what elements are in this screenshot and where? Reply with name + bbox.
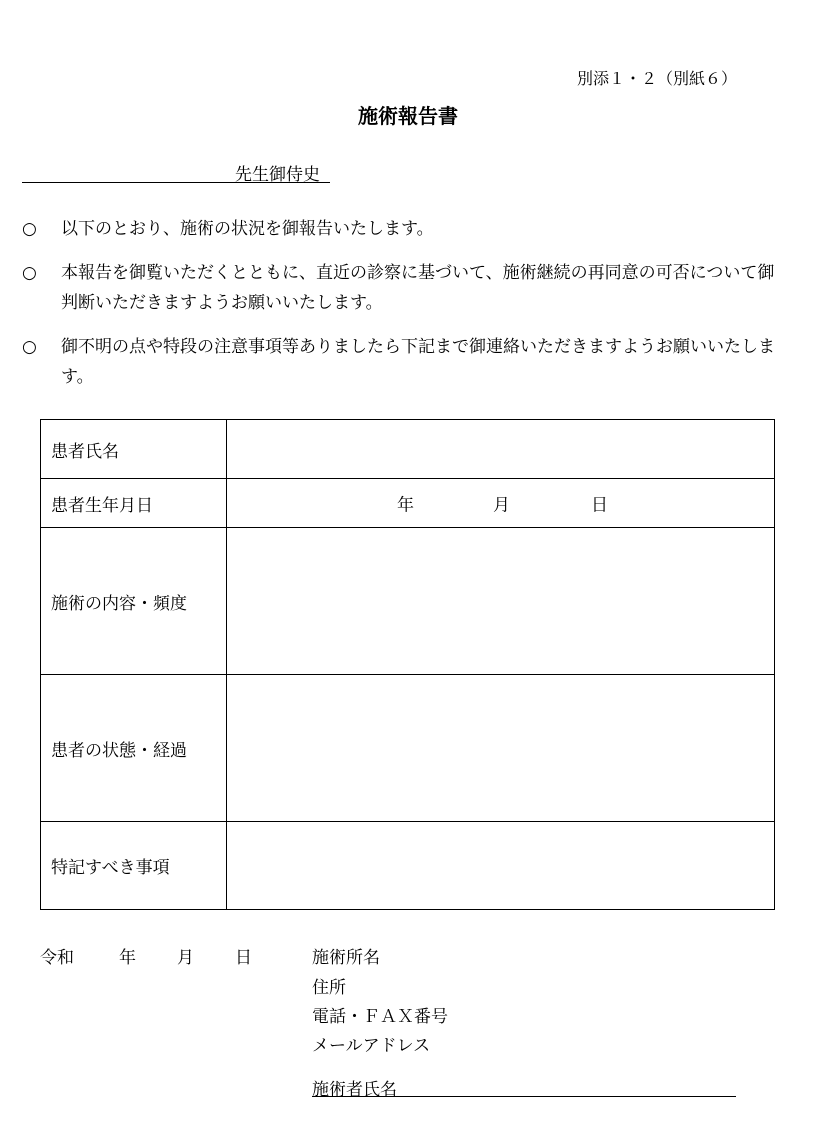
notes-label: 特記すべき事項 bbox=[41, 822, 227, 910]
table-row bbox=[41, 675, 775, 822]
era-label: 令和 bbox=[40, 948, 74, 968]
patient-birthdate-field[interactable] bbox=[227, 479, 775, 528]
email-label: メールアドレス bbox=[312, 1036, 431, 1056]
signature-line bbox=[312, 1096, 736, 1097]
patient-name-label: 患者氏名 bbox=[41, 420, 227, 479]
document-title: 施術報告書 bbox=[358, 104, 458, 128]
condition-label: 患者の状態・経過 bbox=[41, 675, 227, 822]
table-row bbox=[41, 528, 775, 675]
practitioner-name-label: 施術者氏名 bbox=[312, 1080, 397, 1100]
paragraph-3-text: 御不明の点や特段の注意事項等ありましたら下記まで御連絡いただきますようお願いいたします。 bbox=[61, 337, 775, 387]
year-unit: 年 bbox=[397, 495, 414, 516]
patient-name-field[interactable] bbox=[227, 420, 775, 479]
footer-month-label: 月 bbox=[177, 948, 194, 968]
phone-fax-label: 電話・ＦＡＸ番号 bbox=[312, 1007, 448, 1027]
table-row bbox=[41, 822, 775, 910]
circle-bullet-icon: ○ bbox=[22, 263, 37, 283]
treatment-label: 施術の内容・頻度 bbox=[41, 528, 227, 675]
table-row bbox=[41, 420, 775, 479]
report-table bbox=[40, 419, 775, 910]
circle-bullet-icon: ○ bbox=[22, 337, 37, 357]
condition-field[interactable] bbox=[227, 675, 775, 822]
paragraph-2-text: 本報告を御覧いただくとともに、直近の診察に基づいて、施術継続の再同意の可否について御判断いただきますようお願いいたします。 bbox=[61, 263, 775, 313]
paragraph-2 bbox=[22, 258, 782, 318]
day-unit: 日 bbox=[591, 495, 608, 516]
paragraph-1-text: 以下のとおり、施術の状況を御報告いたします。 bbox=[61, 219, 434, 239]
footer-day-label: 日 bbox=[235, 948, 252, 968]
treatment-field[interactable] bbox=[227, 528, 775, 675]
table-row bbox=[41, 479, 775, 528]
notes-field[interactable] bbox=[227, 822, 775, 910]
address-label: 住所 bbox=[312, 978, 346, 998]
footer-year-label: 年 bbox=[119, 948, 136, 968]
paragraph-1 bbox=[22, 214, 782, 244]
month-unit: 月 bbox=[493, 495, 510, 516]
addressee: 先生御侍史 bbox=[235, 165, 320, 185]
attachment-label: 別添１・２（別紙６） bbox=[577, 69, 738, 88]
circle-bullet-icon: ○ bbox=[22, 219, 37, 239]
paragraph-3 bbox=[22, 332, 782, 392]
clinic-name-label: 施術所名 bbox=[312, 948, 380, 968]
patient-birthdate-label: 患者生年月日 bbox=[41, 479, 227, 528]
